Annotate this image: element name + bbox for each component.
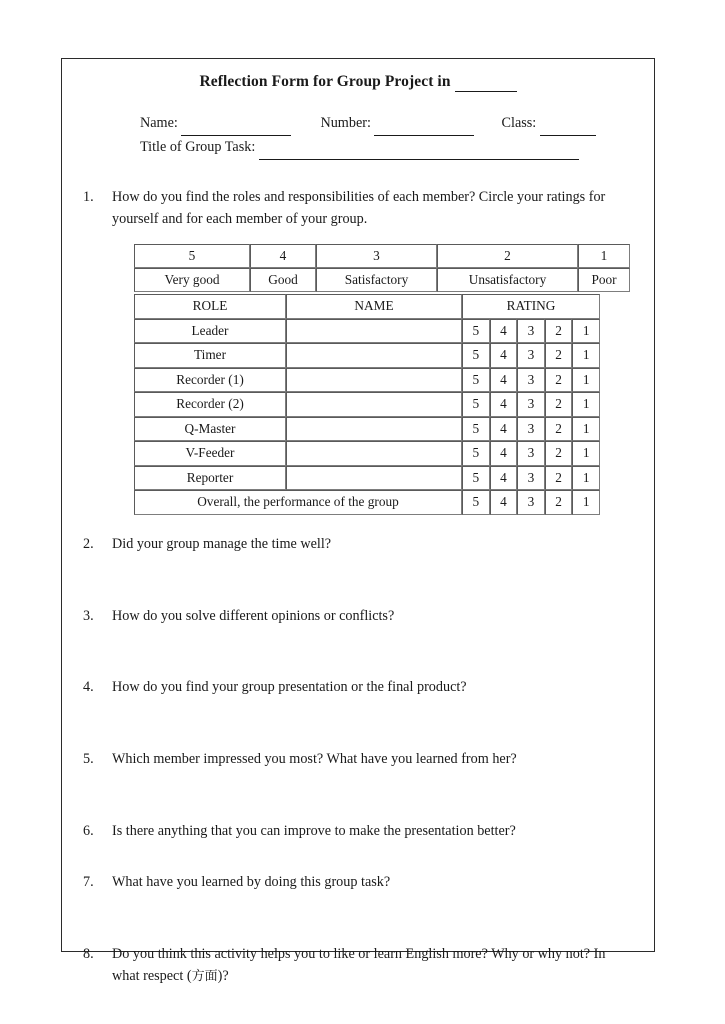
question-6-text: Is there anything that you can improve to make the presentation better? [112, 822, 516, 839]
table-row [134, 368, 600, 393]
rating-v-feeder-4[interactable]: 4 [490, 441, 518, 466]
role-label-timer: Timer [134, 343, 286, 368]
question-1 [62, 186, 654, 230]
question-8-text-part2: )? [217, 967, 229, 984]
scale-descriptor-unsatisfactory: Unsatisfactory [437, 268, 578, 292]
rating-recorder-2-2[interactable]: 2 [545, 392, 573, 417]
question-7-number: 7. [83, 873, 94, 890]
overall-row-label: Overall, the performance of the group [134, 490, 462, 515]
role-label-v-feeder: V-Feeder [134, 441, 286, 466]
roles-rating-table [134, 294, 600, 515]
rating-recorder-2-4[interactable]: 4 [490, 392, 518, 417]
table-row [134, 343, 600, 368]
title-blank-line [455, 73, 517, 92]
role-label-recorder-1: Recorder (1) [134, 368, 286, 393]
rating-tables [62, 244, 654, 515]
name-cell-q-master[interactable] [286, 417, 462, 442]
question-3-number: 3. [83, 607, 94, 624]
identity-row-primary [140, 112, 654, 136]
question-4 [62, 676, 654, 698]
question-5-text: Which member impressed you most? What have you learned from her? [112, 750, 517, 767]
rating-reporter-1[interactable]: 1 [572, 466, 600, 491]
task-input-line[interactable] [259, 136, 579, 160]
question-2 [62, 533, 654, 555]
rating-leader-2[interactable]: 2 [545, 319, 573, 344]
table-row [134, 392, 600, 417]
table-row [134, 319, 600, 344]
rating-v-feeder-5[interactable]: 5 [462, 441, 490, 466]
rating-recorder-1-3[interactable]: 3 [517, 368, 545, 393]
rating-reporter-2[interactable]: 2 [545, 466, 573, 491]
name-cell-reporter[interactable] [286, 466, 462, 491]
rating-timer-2[interactable]: 2 [545, 343, 573, 368]
question-5 [62, 748, 654, 770]
class-label: Class: [501, 115, 537, 131]
question-1-number: 1. [83, 189, 94, 205]
rating-v-feeder-3[interactable]: 3 [517, 441, 545, 466]
page-content [62, 59, 654, 984]
scale-value-5: 5 [134, 244, 250, 268]
name-cell-recorder-2[interactable] [286, 392, 462, 417]
scale-value-3: 3 [316, 244, 437, 268]
question-1-text: How do you find the roles and responsibilities of each member? Circle your ratings for yourself and for each member of your group. [112, 189, 606, 227]
rating-scale-table [134, 244, 630, 292]
name-cell-timer[interactable] [286, 343, 462, 368]
rating-reporter-3[interactable]: 3 [517, 466, 545, 491]
name-cell-leader[interactable] [286, 319, 462, 344]
scale-descriptor-satisfactory: Satisfactory [316, 268, 437, 292]
question-8 [62, 943, 654, 987]
question-4-text: How do you find your group presentation or the final product? [112, 678, 467, 695]
question-2-number: 2. [83, 535, 94, 552]
rating-timer-4[interactable]: 4 [490, 343, 518, 368]
question-5-number: 5. [83, 750, 94, 767]
question-2-text: Did your group manage the time well? [112, 535, 332, 552]
rating-q-master-2[interactable]: 2 [545, 417, 573, 442]
column-header-role: ROLE [134, 294, 286, 319]
number-label: Number: [320, 115, 371, 131]
identity-block [62, 112, 654, 160]
rating-overall-1[interactable]: 1 [572, 490, 600, 515]
name-label: Name: [140, 115, 178, 131]
question-4-number: 4. [83, 678, 94, 695]
role-label-leader: Leader [134, 319, 286, 344]
task-label: Title of Group Task: [140, 139, 256, 155]
rating-overall-3[interactable]: 3 [517, 490, 545, 515]
document-page [61, 58, 655, 984]
rating-leader-3[interactable]: 3 [517, 319, 545, 344]
rating-timer-3[interactable]: 3 [517, 343, 545, 368]
column-header-rating: RATING [462, 294, 600, 319]
scale-descriptor-good: Good [250, 268, 316, 292]
rating-reporter-5[interactable]: 5 [462, 466, 490, 491]
question-6-number: 6. [83, 822, 94, 839]
table-row-overall [134, 490, 600, 515]
rating-q-master-3[interactable]: 3 [517, 417, 545, 442]
question-8-text-part1: Do you think this activity helps you to like or learn English more? Why or why not? In what respect ( [112, 945, 606, 984]
rating-v-feeder-1[interactable]: 1 [572, 441, 600, 466]
number-input-line[interactable] [374, 112, 474, 136]
question-6 [62, 820, 654, 842]
question-7-text: What have you learned by doing this group task? [112, 873, 391, 890]
rating-recorder-1-4[interactable]: 4 [490, 368, 518, 393]
question-3-text: How do you solve different opinions or conflicts? [112, 607, 395, 624]
scale-value-1: 1 [578, 244, 630, 268]
question-7 [62, 871, 654, 893]
scale-value-4: 4 [250, 244, 316, 268]
name-input-line[interactable] [181, 112, 291, 136]
name-cell-v-feeder[interactable] [286, 441, 462, 466]
rating-recorder-1-2[interactable]: 2 [545, 368, 573, 393]
rating-recorder-1-5[interactable]: 5 [462, 368, 490, 393]
table-row-header [134, 294, 600, 319]
table-row-scale-values [134, 244, 630, 268]
rating-q-master-1[interactable]: 1 [572, 417, 600, 442]
table-row [134, 441, 600, 466]
role-label-recorder-2: Recorder (2) [134, 392, 286, 417]
table-row [134, 417, 600, 442]
rating-overall-4[interactable]: 4 [490, 490, 518, 515]
question-8-number: 8. [83, 945, 94, 962]
rating-recorder-2-1[interactable]: 1 [572, 392, 600, 417]
rating-reporter-4[interactable]: 4 [490, 466, 518, 491]
class-input-line[interactable] [540, 112, 596, 136]
page-title-text: Reflection Form for Group Project in [199, 73, 451, 90]
table-row [134, 466, 600, 491]
question-8-chinese-term: 方面 [191, 968, 218, 984]
scale-descriptor-poor: Poor [578, 268, 630, 292]
rating-timer-5[interactable]: 5 [462, 343, 490, 368]
scale-descriptor-very-good: Very good [134, 268, 250, 292]
rating-recorder-2-3[interactable]: 3 [517, 392, 545, 417]
rating-q-master-5[interactable]: 5 [462, 417, 490, 442]
rating-overall-5[interactable]: 5 [462, 490, 490, 515]
rating-q-master-4[interactable]: 4 [490, 417, 518, 442]
role-label-reporter: Reporter [134, 466, 286, 491]
question-3 [62, 605, 654, 627]
rating-v-feeder-2[interactable]: 2 [545, 441, 573, 466]
question-8-text [112, 943, 626, 987]
name-cell-recorder-1[interactable] [286, 368, 462, 393]
rating-leader-4[interactable]: 4 [490, 319, 518, 344]
rating-leader-1[interactable]: 1 [572, 319, 600, 344]
rating-timer-1[interactable]: 1 [572, 343, 600, 368]
page-title [62, 59, 654, 92]
scale-value-2: 2 [437, 244, 578, 268]
rating-recorder-2-5[interactable]: 5 [462, 392, 490, 417]
rating-leader-5[interactable]: 5 [462, 319, 490, 344]
table-row-scale-descriptors [134, 268, 630, 292]
rating-recorder-1-1[interactable]: 1 [572, 368, 600, 393]
column-header-name: NAME [286, 294, 462, 319]
rating-overall-2[interactable]: 2 [545, 490, 573, 515]
role-label-q-master: Q-Master [134, 417, 286, 442]
identity-row-task [140, 136, 654, 160]
